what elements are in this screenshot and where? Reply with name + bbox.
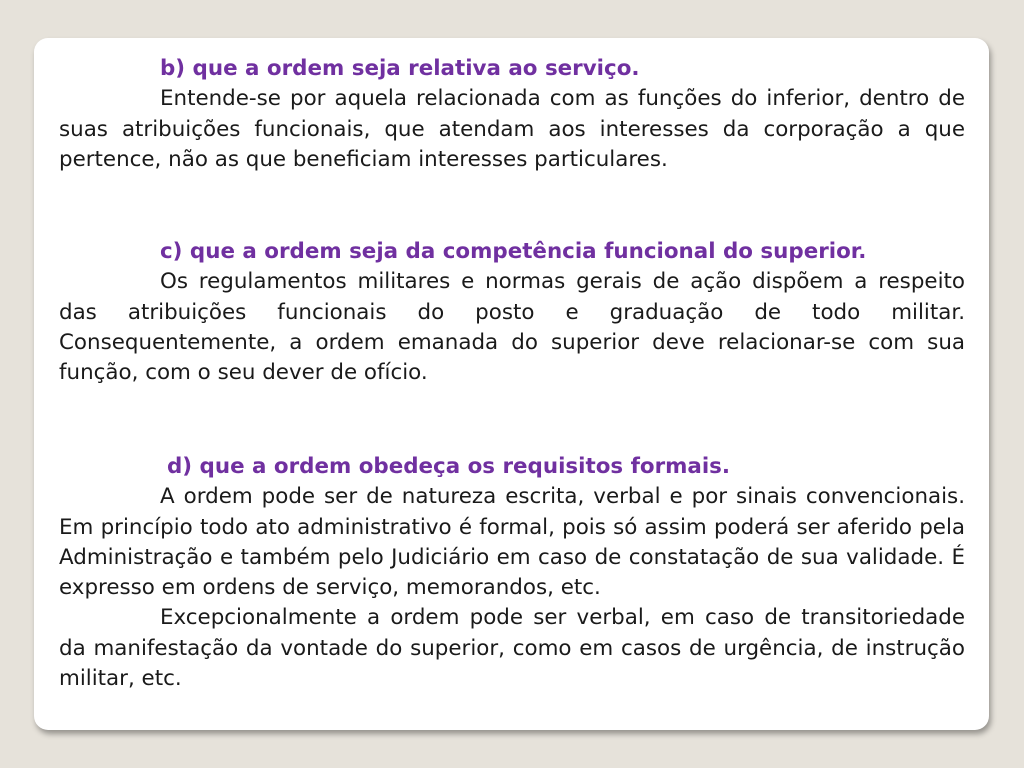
section-b-body: Entende-se por aquela relacionada com as funções do inferior, dentro de suas atribuições funcionais, que atendam aos interesses da corporação a que pertence, não as que beneficiam interesses particulares.	[59, 86, 965, 172]
section-d-body-2: Excepcionalmente a ordem pode ser verbal, em caso de transitoriedade da manifestação da vontade do superior, como em casos de urgência, de instrução militar, etc.	[59, 605, 965, 692]
section-b	[59, 54, 965, 175]
section-c-body: Os regulamentos militares e normas gerais de ação dispõem a respeito das atribuições funcionais do posto e graduação de todo militar. Consequentemente, a ordem emanada do superior deve relacionar-se com sua função, com o seu dever de ofício.	[59, 269, 965, 386]
section-c-heading: c) que a ordem seja da competência funcional do superior.	[160, 239, 867, 264]
section-d-heading: d) que a ordem obedeça os requisitos formais.	[167, 454, 731, 479]
section-c	[59, 237, 965, 388]
section-d-body-1: A ordem pode ser de natureza escrita, verbal e por sinais convencionais. Em princípio todo ato administrativo é formal, pois só assim poderá ser aferido pela Administração e também pelo Judiciário em caso de constatação de sua validade. É expresso em ordens de serviço, memorandos, etc.	[59, 484, 965, 601]
section-b-heading: b) que a ordem seja relativa ao serviço.	[160, 56, 640, 81]
section-d	[59, 452, 965, 694]
